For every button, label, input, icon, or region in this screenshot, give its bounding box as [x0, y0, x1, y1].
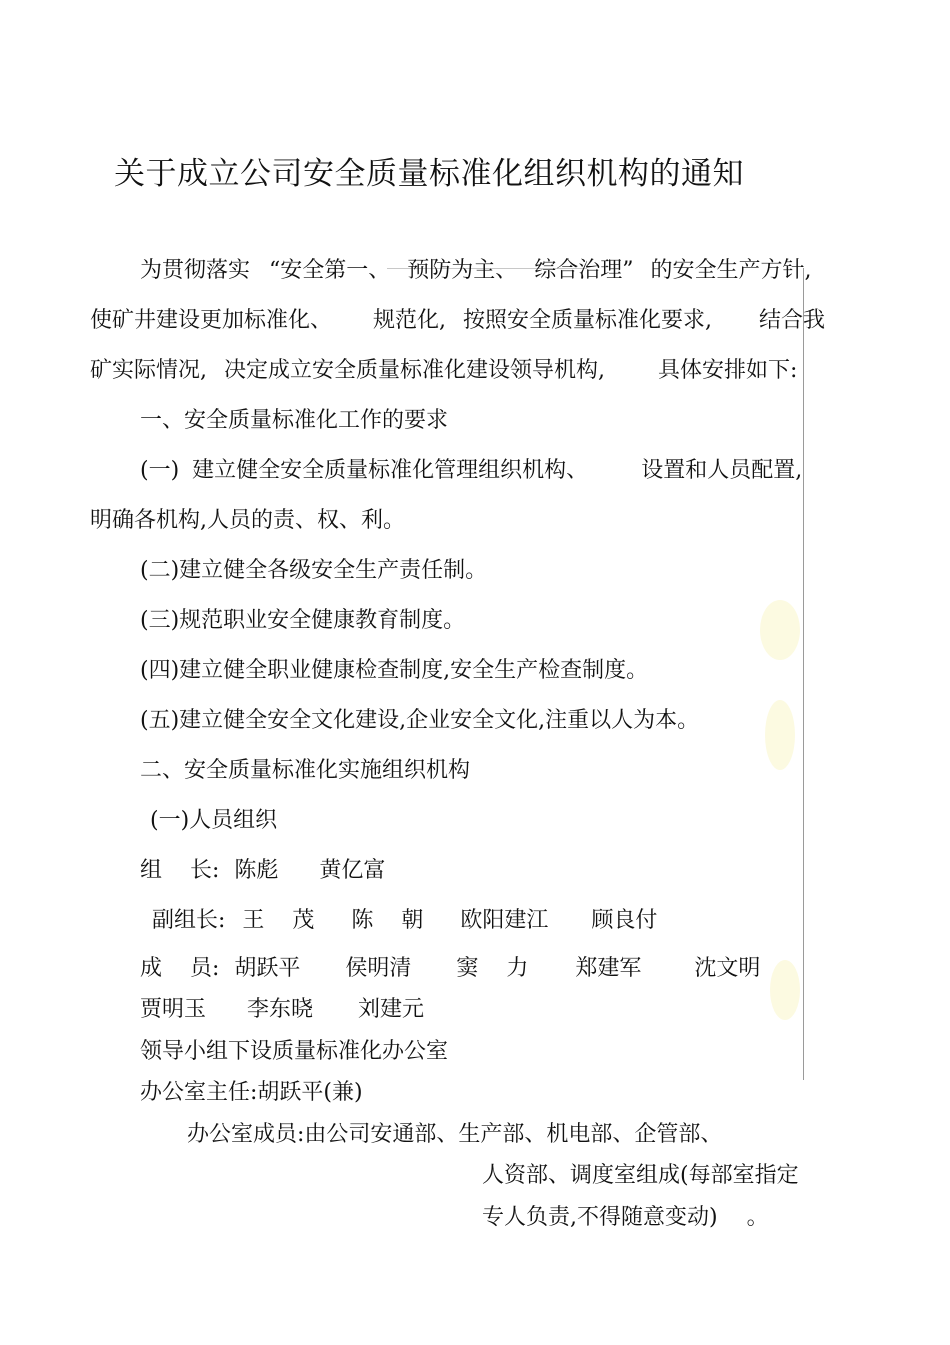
text-run: 专人负责,不得随意变动) [482, 1205, 718, 1230]
text-run: “安全第一、 [269, 258, 391, 283]
section-2-heading: 二、安全质量标准化实施组织机构 [140, 758, 471, 783]
text-run: 具体安排如下: [658, 358, 798, 383]
deputy-name: 欧阳建江 [460, 908, 549, 933]
text-run: 设置和人员配置, [641, 458, 803, 483]
section-1-item-5: (五)建立健全安全文化建设,企业安全文化,注重以人为本。 [140, 708, 700, 733]
paper-stain [770, 960, 800, 1020]
intro-line-1 [140, 257, 812, 285]
leader-label: 组 长: [140, 858, 220, 883]
section-1-item-4: (四)建立健全职业健康检查制度,安全生产检查制度。 [140, 658, 649, 683]
leader-row [140, 857, 385, 885]
office-director: 办公室主任:胡跃平(兼) [140, 1080, 363, 1105]
member-name: 胡跃平 [234, 956, 301, 981]
deputy-row [152, 907, 657, 935]
text-run: (一) [140, 458, 180, 483]
text-run: 结合我 [759, 308, 826, 333]
text-run: 使矿井建设更加标准化、 [90, 308, 333, 333]
intro-line-2 [90, 307, 825, 335]
office-members-line-1: 办公室成员:由公司安通部、生产部、机电部、企管部、 [187, 1122, 723, 1147]
section-1-item-2: (二)建立健全各级安全生产责任制。 [140, 558, 488, 583]
text-run: 矿实际情况, [90, 358, 207, 383]
deputy-name: 王 茂 [242, 908, 315, 933]
text-run: 。 [746, 1205, 769, 1230]
member-name: 郑建军 [575, 956, 642, 981]
intro-line-3 [90, 357, 797, 385]
leader-name: 黄亿富 [319, 858, 386, 883]
office-members-line-3 [482, 1204, 769, 1232]
text-run: 预防为主、 [407, 258, 518, 283]
text-run: 的安全生产方针, [650, 258, 812, 283]
office-setup: 领导小组下设质量标准化办公室 [140, 1039, 449, 1064]
margin-rule [803, 268, 804, 1080]
text-run: 为贯彻落实 [140, 258, 251, 283]
document-title: 关于成立公司安全质量标准化组织机构的通知 [114, 156, 744, 192]
section-1-heading: 一、安全质量标准化工作的要求 [140, 408, 449, 433]
text-run: 按照安全质量标准化要求, [463, 308, 713, 333]
members-label: 成 员: [140, 956, 220, 981]
section-1-item-1-line-1 [140, 457, 802, 485]
members-row-1 [140, 955, 760, 983]
text-run: 综合治理” [534, 258, 634, 283]
paper-stain [760, 600, 800, 660]
office-members-line-2: 人资部、调度室组成(每部室指定 [482, 1163, 799, 1188]
paper-stain [765, 700, 795, 770]
section-1-item-1-line-2: 明确各机构,人员的责、权、利。 [90, 508, 405, 533]
deputy-label: 副组长: [152, 908, 226, 933]
member-name: 贾明玉 [140, 997, 207, 1022]
leader-name: 陈彪 [234, 858, 279, 883]
text-run: 建立健全安全质量标准化管理组织机构、 [192, 458, 589, 483]
text-run: 规范化, [373, 308, 447, 333]
text-run: 决定成立安全质量标准化建设领导机构, [224, 358, 605, 383]
member-name: 刘建元 [358, 997, 425, 1022]
section-1-item-3: (三)规范职业安全健康教育制度。 [140, 608, 466, 633]
member-name: 李东晓 [247, 997, 314, 1022]
member-name: 侯明清 [345, 956, 412, 981]
deputy-name: 陈 朝 [351, 908, 424, 933]
member-name: 沈文明 [694, 956, 761, 981]
deputy-name: 顾良付 [591, 908, 658, 933]
section-2-sub-heading: (一)人员组织 [150, 808, 278, 833]
member-name: 窦 力 [456, 956, 529, 981]
members-row-2 [140, 996, 424, 1024]
